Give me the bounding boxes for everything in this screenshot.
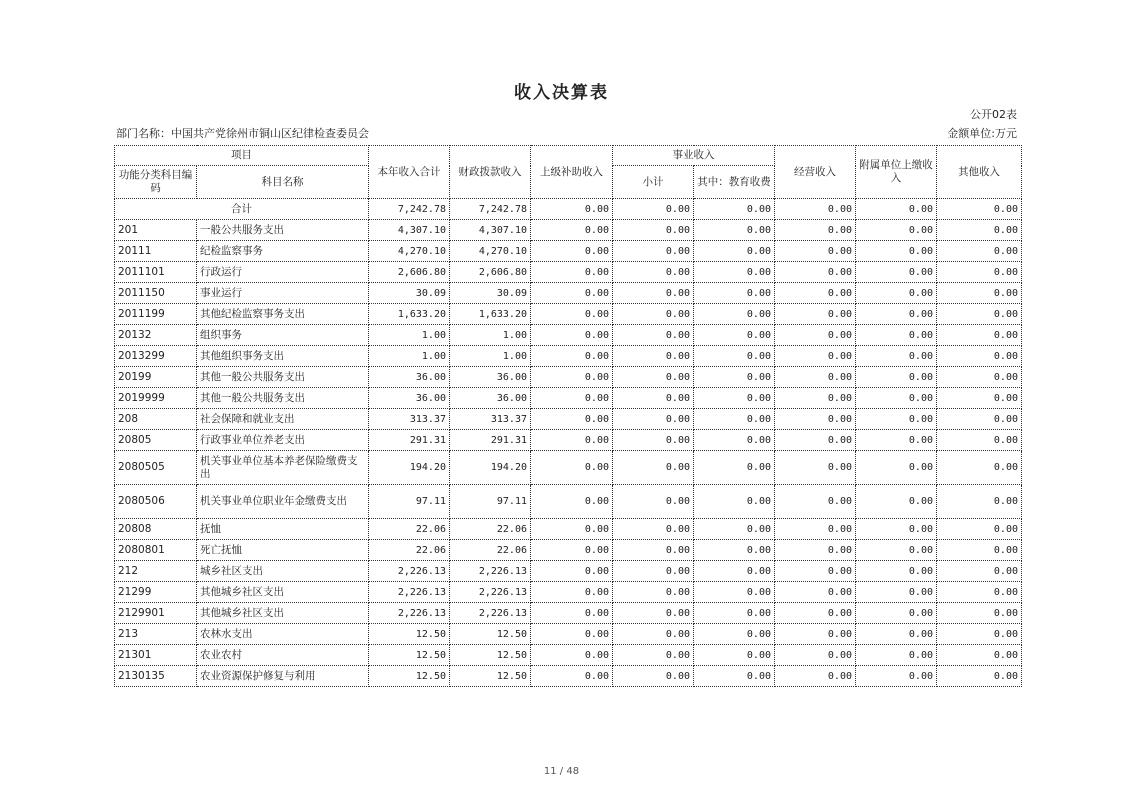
amount-cell: 0.00 — [856, 561, 937, 582]
subject-name: 机关事业单位职业年金缴费支出 — [197, 485, 369, 519]
subject-name: 其他纪检监察事务支出 — [197, 304, 369, 325]
amount-cell: 194.20 — [450, 451, 531, 485]
amount-unit: 金额单位:万元 — [947, 127, 1017, 140]
amount-cell: 0.00 — [775, 262, 856, 283]
amount-cell: 97.11 — [450, 485, 531, 519]
amount-cell: 0.00 — [856, 241, 937, 262]
total-cell: 0.00 — [937, 199, 1022, 220]
amount-cell: 0.00 — [694, 325, 775, 346]
amount-cell: 0.00 — [694, 283, 775, 304]
amount-cell: 0.00 — [775, 485, 856, 519]
amount-cell: 30.09 — [450, 283, 531, 304]
amount-cell: 4,270.10 — [450, 241, 531, 262]
amount-cell: 0.00 — [937, 603, 1022, 624]
amount-cell: 0.00 — [856, 367, 937, 388]
subject-name: 其他城乡社区支出 — [197, 603, 369, 624]
subject-code: 213 — [115, 624, 197, 645]
amount-cell: 0.00 — [613, 283, 694, 304]
amount-cell: 0.00 — [694, 666, 775, 687]
amount-cell: 36.00 — [369, 388, 450, 409]
total-row — [115, 199, 1022, 220]
amount-cell: 0.00 — [775, 409, 856, 430]
amount-cell: 0.00 — [775, 451, 856, 485]
table-row — [115, 624, 1022, 645]
amount-cell: 0.00 — [937, 304, 1022, 325]
amount-cell: 0.00 — [531, 451, 613, 485]
amount-cell: 12.50 — [369, 624, 450, 645]
amount-cell: 0.00 — [937, 367, 1022, 388]
amount-cell: 0.00 — [937, 346, 1022, 367]
amount-cell: 0.00 — [856, 645, 937, 666]
header-affiliated: 附属单位上缴收入 — [856, 146, 937, 199]
amount-cell: 0.00 — [937, 325, 1022, 346]
amount-cell: 36.00 — [369, 367, 450, 388]
subject-name: 其他一般公共服务支出 — [197, 367, 369, 388]
amount-cell: 0.00 — [694, 624, 775, 645]
amount-cell: 30.09 — [369, 283, 450, 304]
table-row — [115, 346, 1022, 367]
amount-cell: 0.00 — [531, 325, 613, 346]
table-row — [115, 582, 1022, 603]
amount-cell: 0.00 — [937, 485, 1022, 519]
amount-cell: 4,270.10 — [369, 241, 450, 262]
total-label: 合计 — [115, 199, 369, 220]
amount-cell: 291.31 — [450, 430, 531, 451]
subject-code: 2013299 — [115, 346, 197, 367]
amount-cell: 0.00 — [775, 645, 856, 666]
amount-cell: 0.00 — [613, 540, 694, 561]
income-table — [114, 145, 1022, 687]
amount-cell: 0.00 — [775, 561, 856, 582]
amount-cell: 0.00 — [694, 241, 775, 262]
amount-cell: 1.00 — [450, 325, 531, 346]
amount-cell: 0.00 — [775, 325, 856, 346]
amount-cell: 2,226.13 — [369, 582, 450, 603]
subject-name: 事业运行 — [197, 283, 369, 304]
amount-cell: 0.00 — [937, 519, 1022, 540]
subject-name: 抚恤 — [197, 519, 369, 540]
amount-cell: 0.00 — [694, 451, 775, 485]
subject-code: 20199 — [115, 367, 197, 388]
header-fiscal: 财政拨款收入 — [450, 146, 531, 199]
amount-cell: 0.00 — [856, 582, 937, 603]
amount-cell: 0.00 — [856, 304, 937, 325]
amount-cell: 1.00 — [450, 346, 531, 367]
table-row — [115, 220, 1022, 241]
amount-cell: 0.00 — [613, 603, 694, 624]
subject-name: 行政事业单位养老支出 — [197, 430, 369, 451]
amount-cell: 22.06 — [450, 540, 531, 561]
amount-cell: 0.00 — [694, 485, 775, 519]
subject-name: 其他城乡社区支出 — [197, 582, 369, 603]
total-cell: 7,242.78 — [450, 199, 531, 220]
amount-cell: 2,226.13 — [450, 561, 531, 582]
subject-code: 2011101 — [115, 262, 197, 283]
amount-cell: 0.00 — [856, 220, 937, 241]
amount-cell: 4,307.10 — [450, 220, 531, 241]
amount-cell: 0.00 — [937, 561, 1022, 582]
subject-name: 纪检监察事务 — [197, 241, 369, 262]
amount-cell: 0.00 — [856, 346, 937, 367]
amount-cell: 0.00 — [531, 220, 613, 241]
amount-cell: 0.00 — [694, 582, 775, 603]
amount-cell: 0.00 — [856, 325, 937, 346]
header-func-code: 功能分类科目编码 — [115, 166, 197, 199]
table-row — [115, 666, 1022, 687]
subject-name: 行政运行 — [197, 262, 369, 283]
subject-code: 2080505 — [115, 451, 197, 485]
amount-cell: 0.00 — [531, 624, 613, 645]
amount-cell: 0.00 — [531, 367, 613, 388]
header-subtotal: 小计 — [613, 166, 694, 199]
subject-code: 2080506 — [115, 485, 197, 519]
amount-cell: 12.50 — [369, 645, 450, 666]
subject-name: 死亡抚恤 — [197, 540, 369, 561]
subject-name: 农林水支出 — [197, 624, 369, 645]
subject-name: 社会保障和就业支出 — [197, 409, 369, 430]
subject-code: 2011199 — [115, 304, 197, 325]
amount-cell: 22.06 — [450, 519, 531, 540]
amount-cell: 0.00 — [694, 367, 775, 388]
amount-cell: 0.00 — [775, 666, 856, 687]
subject-name: 农业农村 — [197, 645, 369, 666]
amount-cell: 0.00 — [694, 561, 775, 582]
amount-cell: 0.00 — [856, 624, 937, 645]
amount-cell: 0.00 — [937, 582, 1022, 603]
amount-cell: 0.00 — [531, 561, 613, 582]
amount-cell: 0.00 — [613, 325, 694, 346]
header-business-income: 事业收入 — [613, 146, 775, 166]
amount-cell: 0.00 — [613, 409, 694, 430]
amount-cell: 194.20 — [369, 451, 450, 485]
subject-name: 城乡社区支出 — [197, 561, 369, 582]
amount-cell: 0.00 — [694, 262, 775, 283]
amount-cell: 0.00 — [694, 603, 775, 624]
amount-cell: 1.00 — [369, 325, 450, 346]
amount-cell: 2,606.80 — [369, 262, 450, 283]
amount-cell: 0.00 — [531, 262, 613, 283]
amount-cell: 4,307.10 — [369, 220, 450, 241]
amount-cell: 0.00 — [531, 388, 613, 409]
total-cell: 0.00 — [694, 199, 775, 220]
amount-cell: 12.50 — [450, 666, 531, 687]
table-body — [115, 199, 1022, 687]
page-title: 收入决算表 — [514, 83, 609, 103]
amount-cell: 0.00 — [856, 283, 937, 304]
amount-cell: 0.00 — [775, 388, 856, 409]
amount-cell: 1,633.20 — [369, 304, 450, 325]
amount-cell: 0.00 — [531, 645, 613, 666]
amount-cell: 0.00 — [937, 241, 1022, 262]
amount-cell: 0.00 — [613, 582, 694, 603]
amount-cell: 0.00 — [937, 624, 1022, 645]
table-row — [115, 430, 1022, 451]
amount-cell: 0.00 — [613, 367, 694, 388]
amount-cell: 0.00 — [856, 388, 937, 409]
subject-code: 20111 — [115, 241, 197, 262]
amount-cell: 12.50 — [450, 645, 531, 666]
amount-cell: 0.00 — [856, 451, 937, 485]
amount-cell: 0.00 — [531, 430, 613, 451]
amount-cell: 0.00 — [856, 666, 937, 687]
amount-cell: 0.00 — [694, 430, 775, 451]
amount-cell: 0.00 — [937, 645, 1022, 666]
amount-cell: 12.50 — [450, 624, 531, 645]
form-number: 公开02表 — [970, 108, 1017, 121]
table-row — [115, 451, 1022, 485]
amount-cell: 0.00 — [775, 603, 856, 624]
total-cell: 0.00 — [775, 199, 856, 220]
amount-cell: 0.00 — [694, 388, 775, 409]
amount-cell: 1.00 — [369, 346, 450, 367]
header-total-income: 本年收入合计 — [369, 146, 450, 199]
department-name: 部门名称：中国共产党徐州市铜山区纪律检查委员会 — [116, 127, 369, 140]
amount-cell: 1,633.20 — [450, 304, 531, 325]
amount-cell: 0.00 — [531, 304, 613, 325]
header-operating: 经营收入 — [775, 146, 856, 199]
amount-cell: 0.00 — [613, 241, 694, 262]
subject-code: 21299 — [115, 582, 197, 603]
amount-cell: 0.00 — [531, 409, 613, 430]
total-cell: 0.00 — [531, 199, 613, 220]
table-row — [115, 485, 1022, 519]
header-subject-name: 科目名称 — [197, 166, 369, 199]
amount-cell: 0.00 — [694, 645, 775, 666]
amount-cell: 0.00 — [613, 304, 694, 325]
amount-cell: 0.00 — [856, 540, 937, 561]
amount-cell: 0.00 — [531, 519, 613, 540]
subject-code: 2129901 — [115, 603, 197, 624]
amount-cell: 0.00 — [694, 346, 775, 367]
table-row — [115, 262, 1022, 283]
amount-cell: 0.00 — [694, 409, 775, 430]
amount-cell: 22.06 — [369, 540, 450, 561]
amount-cell: 0.00 — [694, 540, 775, 561]
total-cell: 7,242.78 — [369, 199, 450, 220]
amount-cell: 0.00 — [775, 430, 856, 451]
table-row — [115, 603, 1022, 624]
subject-code: 20808 — [115, 519, 197, 540]
subject-name: 其他组织事务支出 — [197, 346, 369, 367]
amount-cell: 0.00 — [937, 262, 1022, 283]
table-row — [115, 283, 1022, 304]
amount-cell: 2,226.13 — [450, 582, 531, 603]
amount-cell: 2,606.80 — [450, 262, 531, 283]
amount-cell: 0.00 — [775, 540, 856, 561]
amount-cell: 2,226.13 — [450, 603, 531, 624]
amount-cell: 97.11 — [369, 485, 450, 519]
amount-cell: 0.00 — [531, 603, 613, 624]
amount-cell: 2,226.13 — [369, 603, 450, 624]
amount-cell: 0.00 — [613, 666, 694, 687]
total-cell: 0.00 — [856, 199, 937, 220]
table-row — [115, 561, 1022, 582]
amount-cell: 0.00 — [775, 519, 856, 540]
amount-cell: 0.00 — [694, 304, 775, 325]
amount-cell: 0.00 — [613, 451, 694, 485]
subject-code: 2080801 — [115, 540, 197, 561]
amount-cell: 0.00 — [531, 346, 613, 367]
amount-cell: 0.00 — [613, 624, 694, 645]
table-row — [115, 241, 1022, 262]
amount-cell: 0.00 — [937, 451, 1022, 485]
amount-cell: 0.00 — [775, 582, 856, 603]
subject-code: 20132 — [115, 325, 197, 346]
subject-code: 2130135 — [115, 666, 197, 687]
table-row — [115, 645, 1022, 666]
amount-cell: 0.00 — [613, 220, 694, 241]
page-number: 11 / 48 — [543, 766, 580, 777]
amount-cell: 0.00 — [694, 220, 775, 241]
table-row — [115, 409, 1022, 430]
header-education-fee: 其中：教育收费 — [694, 166, 775, 199]
subject-name: 机关事业单位基本养老保险缴费支出 — [197, 451, 369, 485]
amount-cell: 0.00 — [613, 346, 694, 367]
amount-cell: 36.00 — [450, 388, 531, 409]
amount-cell: 12.50 — [369, 666, 450, 687]
amount-cell: 0.00 — [775, 283, 856, 304]
subject-name: 组织事务 — [197, 325, 369, 346]
amount-cell: 313.37 — [450, 409, 531, 430]
amount-cell: 0.00 — [613, 430, 694, 451]
amount-cell: 0.00 — [856, 430, 937, 451]
table-row — [115, 304, 1022, 325]
total-cell: 0.00 — [613, 199, 694, 220]
amount-cell: 0.00 — [937, 283, 1022, 304]
amount-cell: 313.37 — [369, 409, 450, 430]
header-other: 其他收入 — [937, 146, 1022, 199]
amount-cell: 2,226.13 — [369, 561, 450, 582]
subject-code: 21301 — [115, 645, 197, 666]
amount-cell: 0.00 — [775, 624, 856, 645]
amount-cell: 0.00 — [937, 540, 1022, 561]
amount-cell: 291.31 — [369, 430, 450, 451]
amount-cell: 0.00 — [775, 241, 856, 262]
amount-cell: 36.00 — [450, 367, 531, 388]
amount-cell: 0.00 — [775, 304, 856, 325]
table-row — [115, 388, 1022, 409]
subject-name: 农业资源保护修复与利用 — [197, 666, 369, 687]
amount-cell: 0.00 — [613, 561, 694, 582]
amount-cell: 0.00 — [856, 519, 937, 540]
subject-code: 2019999 — [115, 388, 197, 409]
header-project: 项目 — [115, 146, 369, 166]
subject-code: 212 — [115, 561, 197, 582]
amount-cell: 22.06 — [369, 519, 450, 540]
amount-cell: 0.00 — [531, 485, 613, 519]
amount-cell: 0.00 — [531, 666, 613, 687]
subject-name: 其他一般公共服务支出 — [197, 388, 369, 409]
amount-cell: 0.00 — [937, 430, 1022, 451]
amount-cell: 0.00 — [613, 485, 694, 519]
amount-cell: 0.00 — [856, 409, 937, 430]
amount-cell: 0.00 — [856, 603, 937, 624]
amount-cell: 0.00 — [531, 582, 613, 603]
amount-cell: 0.00 — [531, 241, 613, 262]
subject-code: 2011150 — [115, 283, 197, 304]
amount-cell: 0.00 — [613, 645, 694, 666]
amount-cell: 0.00 — [856, 485, 937, 519]
amount-cell: 0.00 — [775, 220, 856, 241]
amount-cell: 0.00 — [937, 220, 1022, 241]
amount-cell: 0.00 — [856, 262, 937, 283]
table-row — [115, 540, 1022, 561]
header-superior-subsidy: 上级补助收入 — [531, 146, 613, 199]
amount-cell: 0.00 — [613, 262, 694, 283]
amount-cell: 0.00 — [775, 367, 856, 388]
amount-cell: 0.00 — [531, 540, 613, 561]
amount-cell: 0.00 — [694, 519, 775, 540]
subject-code: 208 — [115, 409, 197, 430]
amount-cell: 0.00 — [531, 283, 613, 304]
amount-cell: 0.00 — [937, 409, 1022, 430]
table-row — [115, 519, 1022, 540]
amount-cell: 0.00 — [613, 519, 694, 540]
table-row — [115, 325, 1022, 346]
table-row — [115, 367, 1022, 388]
subject-code: 201 — [115, 220, 197, 241]
amount-cell: 0.00 — [613, 388, 694, 409]
subject-name: 一般公共服务支出 — [197, 220, 369, 241]
amount-cell: 0.00 — [937, 666, 1022, 687]
amount-cell: 0.00 — [937, 388, 1022, 409]
amount-cell: 0.00 — [775, 346, 856, 367]
subject-code: 20805 — [115, 430, 197, 451]
